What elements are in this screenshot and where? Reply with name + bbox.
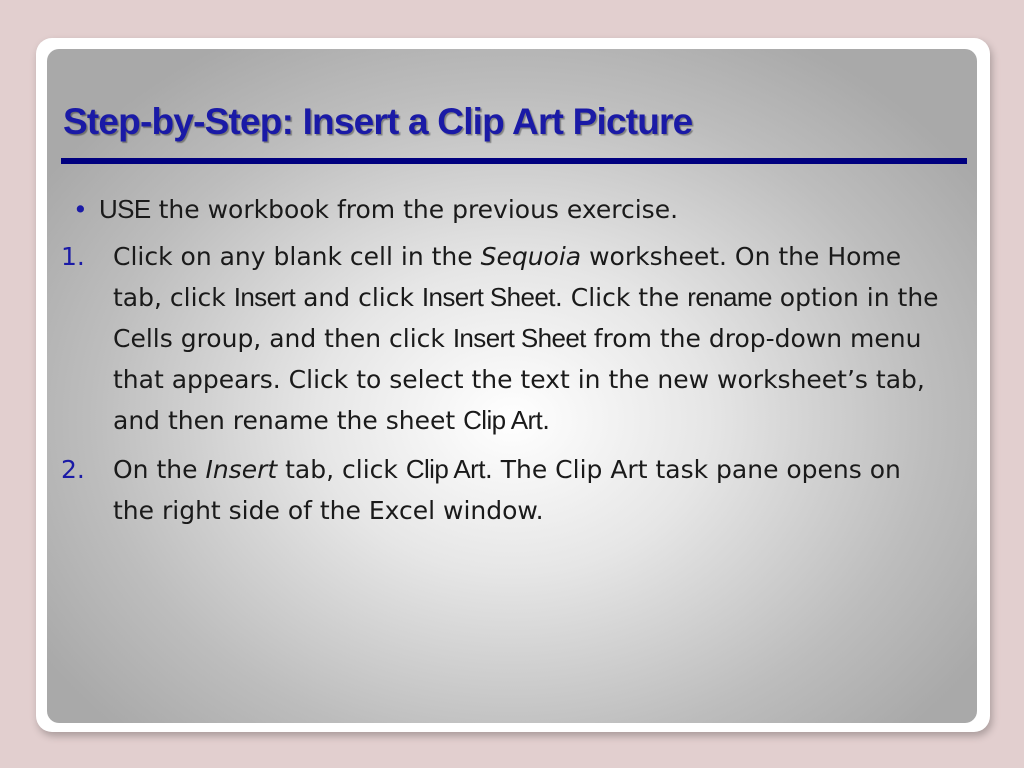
slide-title: Step-by-Step: Insert a Clip Art Picture [63,101,693,142]
bullet-marker: • [73,195,88,224]
bullet-item [61,189,941,230]
step-number-1: 1. [61,242,85,271]
step-1-text-b: worksheet. On the Home tab, click [113,242,902,312]
step-1-sheet-name: Sequoia [480,242,582,271]
step-2-insert-tab-name: Insert [205,455,278,484]
step-1-text-f: from the drop-down menu that appears. Click to select the text in the new worksheet’s tab, and then rename the sheet [113,324,925,435]
step-1-rename-keyword: rename [687,282,772,312]
bullet-keyword: USE [99,194,151,224]
step-item-1 [61,236,941,441]
step-1-text-d: . Click the [554,283,688,312]
step-1-insert-sheet-keyword: Insert Sheet [421,282,555,312]
step-2-text-b: tab, click [277,455,406,484]
step-1-text-a: Click on any blank cell in the [113,242,481,271]
step-2-clip-art-keyword: Clip Art [405,454,485,484]
step-1-text-c: and click [295,283,422,312]
step-1-insert-sheet-keyword-2: Insert Sheet [452,323,586,353]
step-item-2 [61,449,941,531]
step-1-text-e: option in the Cells group, and then click [113,283,939,353]
slide-frame [36,38,990,732]
step-1-insert-keyword: Insert [233,282,296,312]
step-1-clip-art-keyword: Clip Art [463,405,543,435]
title-underline [61,158,967,164]
step-1-text-g: . [542,406,551,435]
slide-panel [47,49,977,723]
step-2-text-a: On the [113,455,206,484]
step-number-2: 2. [61,455,85,484]
slide-body [61,189,941,539]
step-2-text-c: . The Clip Art task pane opens on the right side of the Excel window. [113,455,901,525]
bullet-text: the workbook from the previous exercise. [150,195,679,224]
